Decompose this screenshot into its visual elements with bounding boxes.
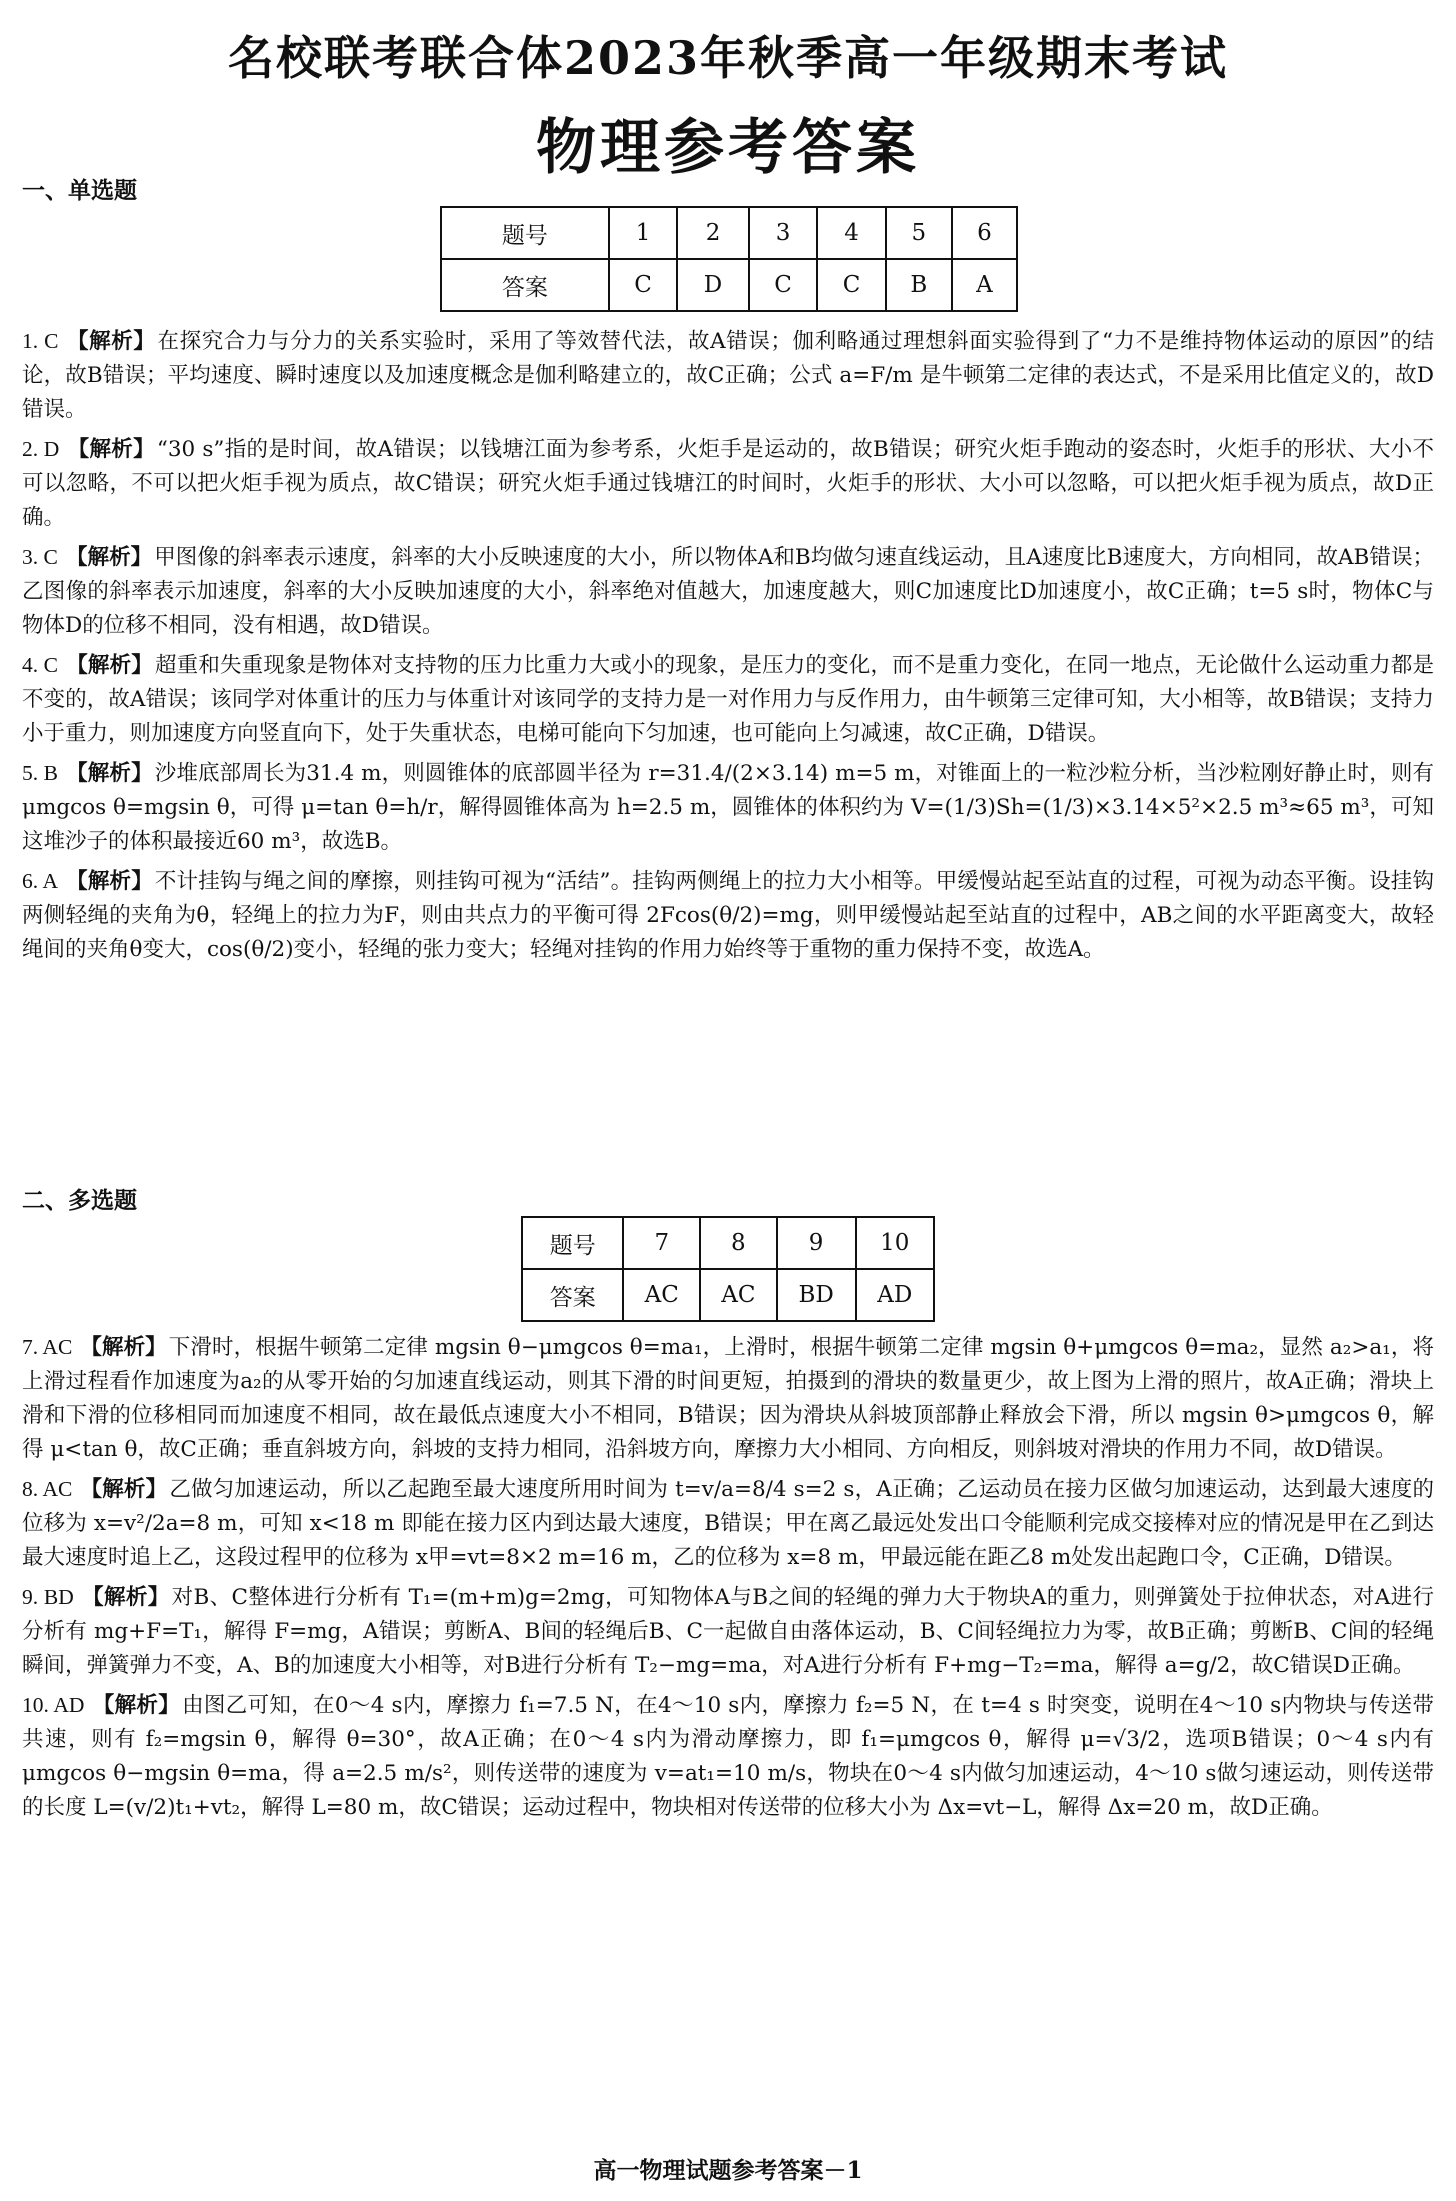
table-cell: 答案 (522, 1269, 623, 1321)
page-footer: 高一物理试题参考答案－1 (593, 2157, 863, 2184)
table-cell: AC (623, 1269, 700, 1321)
table-cell: C (749, 259, 818, 311)
table-cell: 8 (700, 1217, 777, 1269)
table-cell: 4 (817, 207, 886, 259)
answer-key-title: 物理参考答案 (536, 113, 920, 183)
table-cell: 题号 (522, 1217, 623, 1269)
table-cell: C (817, 259, 886, 311)
explanation-item: 10. AD 【解析】由图乙可知，在0～4 s内，摩擦力 f₁=7.5 N，在4～10 s内，摩擦力 f₂=5 N，在 t=4 s 时突变，说明在4～10 s内物块与传送带共速，则有 f₂=mgsin θ，解得 θ=30°，故A正确；在0～4 s内为滑动摩擦力，即 f₁=μmgcos θ，解得 μ=√3/2，选项B错误；0～4 s内有 μmgcos θ−mgsin θ=ma，得 a=2.5 m/s²，则传送带的速度为 v=at₁=10 m/s，物块在0～4 s内做匀加速运动，4～10 s做匀速运动，则传送带的长度 L=(v/2)t₁+vt₂，解得 L=80 m，故C错误；运动过程中，物块相对传送带的位移大小为 Δx=vt−L，解得 Δx=20 m，故D正确。 (22, 1693, 1434, 1820)
table-row (441, 207, 1017, 259)
table-cell: D (677, 259, 748, 311)
table-cell: 6 (952, 207, 1017, 259)
section-heading-single-choice: 一、单选题 (22, 177, 137, 204)
table-row (522, 1217, 934, 1269)
table-row (522, 1269, 934, 1321)
explanation-item: 9. BD 【解析】对B、C整体进行分析有 T₁=(m+m)g=2mg，可知物体A与B之间的轻绳的弹力大于物块A的重力，则弹簧处于拉伸状态，对A进行分析有 mg+F=T₁，解得 F=mg，A错误；剪断A、B间的轻绳后B、C一起做自由落体运动，B、C间轻绳拉力为零，故B正确；剪断B、C间的轻绳瞬间，弹簧弹力不变，A、B的加速度大小相等，对B进行分析有 T₂−mg=ma，对A进行分析有 F+mg−T₂=ma，解得 a=g/2，故C错误D正确。 (22, 1585, 1434, 1678)
explanation-item: 6. A 【解析】不计挂钩与绳之间的摩擦，则挂钩可视为“活结”。挂钩两侧绳上的拉力大小相等。甲缓慢站起至站直的过程，可视为动态平衡。设挂钩两侧轻绳的夹角为θ，轻绳上的拉力为F，则由共点力的平衡可得 2Fcos(θ/2)=mg，则甲缓慢站起至站直的过程中，AB之间的水平距离变大，故轻绳间的夹角θ变大，cos(θ/2)变小，轻绳的张力变大；轻绳对挂钩的作用力始终等于重物的重力保持不变，故选A。 (22, 869, 1434, 962)
table-cell: 题号 (441, 207, 609, 259)
table-cell: 5 (886, 207, 952, 259)
table-row (441, 259, 1017, 311)
table-cell: A (952, 259, 1017, 311)
table-cell: 7 (623, 1217, 700, 1269)
explanation-item: 8. AC 【解析】乙做匀加速运动，所以乙起跑至最大速度所用时间为 t=v/a=8/4 s=2 s，A正确；乙运动员在接力区做匀加速运动，达到最大速度的位移为 x=v²/2a=8 m，可知 x<18 m 即能在接力区内到达最大速度，B错误；甲在离乙最远处发出口令能顺利完成交接棒对应的情况是甲在乙到达最大速度时追上乙，这段过程甲的位移为 x甲=vt=8×2 m=16 m，乙的位移为 x=8 m，甲最远能在距乙8 m处发出起跑口令，C正确，D错误。 (22, 1477, 1434, 1570)
table-cell: C (609, 259, 678, 311)
explanation-item: 2. D 【解析】“30 s”指的是时间，故A错误；以钱塘江面为参考系，火炬手是运动的，故B错误；研究火炬手跑动的姿态时，火炬手的形状、大小不可以忽略，不可以把火炬手视为质点，故C错误；研究火炬手通过钱塘江的时间时，火炬手的形状、大小可以忽略，可以把火炬手视为质点，故D正确。 (22, 437, 1434, 530)
table-cell: B (886, 259, 952, 311)
table-cell: 10 (856, 1217, 934, 1269)
explanation-item: 4. C 【解析】超重和失重现象是物体对支持物的压力比重力大或小的现象，是压力的变化，而不是重力变化，在同一地点，无论做什么运动重力都是不变的，故A错误；该同学对体重计的压力与体重计对该同学的支持力是一对作用力与反作用力，由牛顿第三定律可知，大小相等，故B错误；支持力小于重力，则加速度方向竖直向下，处于失重状态，电梯可能向下匀加速，也可能向上匀减速，故C正确，D错误。 (22, 653, 1434, 746)
explanation-item: 5. B 【解析】沙堆底部周长为31.4 m，则圆锥体的底部圆半径为 r=31.4/(2×3.14) m=5 m，对锥面上的一粒沙粒分析，当沙粒刚好静止时，则有 μmgcos θ=mgsin θ，可得 μ=tan θ=h/r，解得圆锥体高为 h=2.5 m，圆锥体的体积约为 V=(1/3)Sh=(1/3)×3.14×5²×2.5 m³≈65 m³，可知这堆沙子的体积最接近60 m³，故选B。 (22, 761, 1434, 854)
single-choice-answer-table (440, 206, 1018, 312)
table-cell: 答案 (441, 259, 609, 311)
table-cell: AC (700, 1269, 777, 1321)
single-choice-explanations (22, 324, 1434, 972)
explanation-item: 7. AC 【解析】下滑时，根据牛顿第二定律 mgsin θ−μmgcos θ=ma₁，上滑时，根据牛顿第二定律 mgsin θ+μmgcos θ=ma₂，显然 a₂>a₁，将上滑过程看作加速度为a₂的从零开始的匀加速直线运动，则其下滑的时间更短，拍摄到的滑块的数量更少，故上图为上滑的照片，故A正确；滑块上滑和下滑的位移相同而加速度不相同，故在最低点速度大小不相同，B错误；因为滑块从斜坡顶部静止释放会下滑，所以 mgsin θ>μmgcos θ，解得 μ<tan θ，故C正确；垂直斜坡方向，斜坡的支持力相同，沿斜坡方向，摩擦力大小相同、方向相反，则斜坡对滑块的作用力不同，故D错误。 (22, 1335, 1434, 1462)
section-heading-multiple-choice: 二、多选题 (22, 1187, 137, 1214)
exam-title: 名校联考联合体2023年秋季高一年级期末考试 (227, 31, 1229, 85)
explanation-item: 1. C 【解析】在探究合力与分力的关系实验时，采用了等效替代法，故A错误；伽利略通过理想斜面实验得到了“力不是维持物体运动的原因”的结论，故B错误；平均速度、瞬时速度以及加速度概念是伽利略建立的，故C正确；公式 a=F/m 是牛顿第二定律的表达式，不是采用比值定义的，故D错误。 (22, 329, 1435, 422)
table-cell: BD (777, 1269, 856, 1321)
table-cell: 3 (749, 207, 818, 259)
multiple-choice-explanations (22, 1330, 1434, 1830)
table-cell: 2 (677, 207, 748, 259)
multiple-choice-answer-table (521, 1216, 935, 1322)
table-cell: 9 (777, 1217, 856, 1269)
table-cell: AD (856, 1269, 934, 1321)
table-cell: 1 (609, 207, 678, 259)
explanation-item: 3. C 【解析】甲图像的斜率表示速度，斜率的大小反映速度的大小，所以物体A和B均做匀速直线运动，且A速度比B速度大，方向相同，故AB错误；乙图像的斜率表示加速度，斜率的大小反映加速度的大小，斜率绝对值越大，加速度越大，则C加速度比D加速度小，故C正确；t=5 s时，物体C与物体D的位移不相同，没有相遇，故D错误。 (22, 545, 1435, 638)
